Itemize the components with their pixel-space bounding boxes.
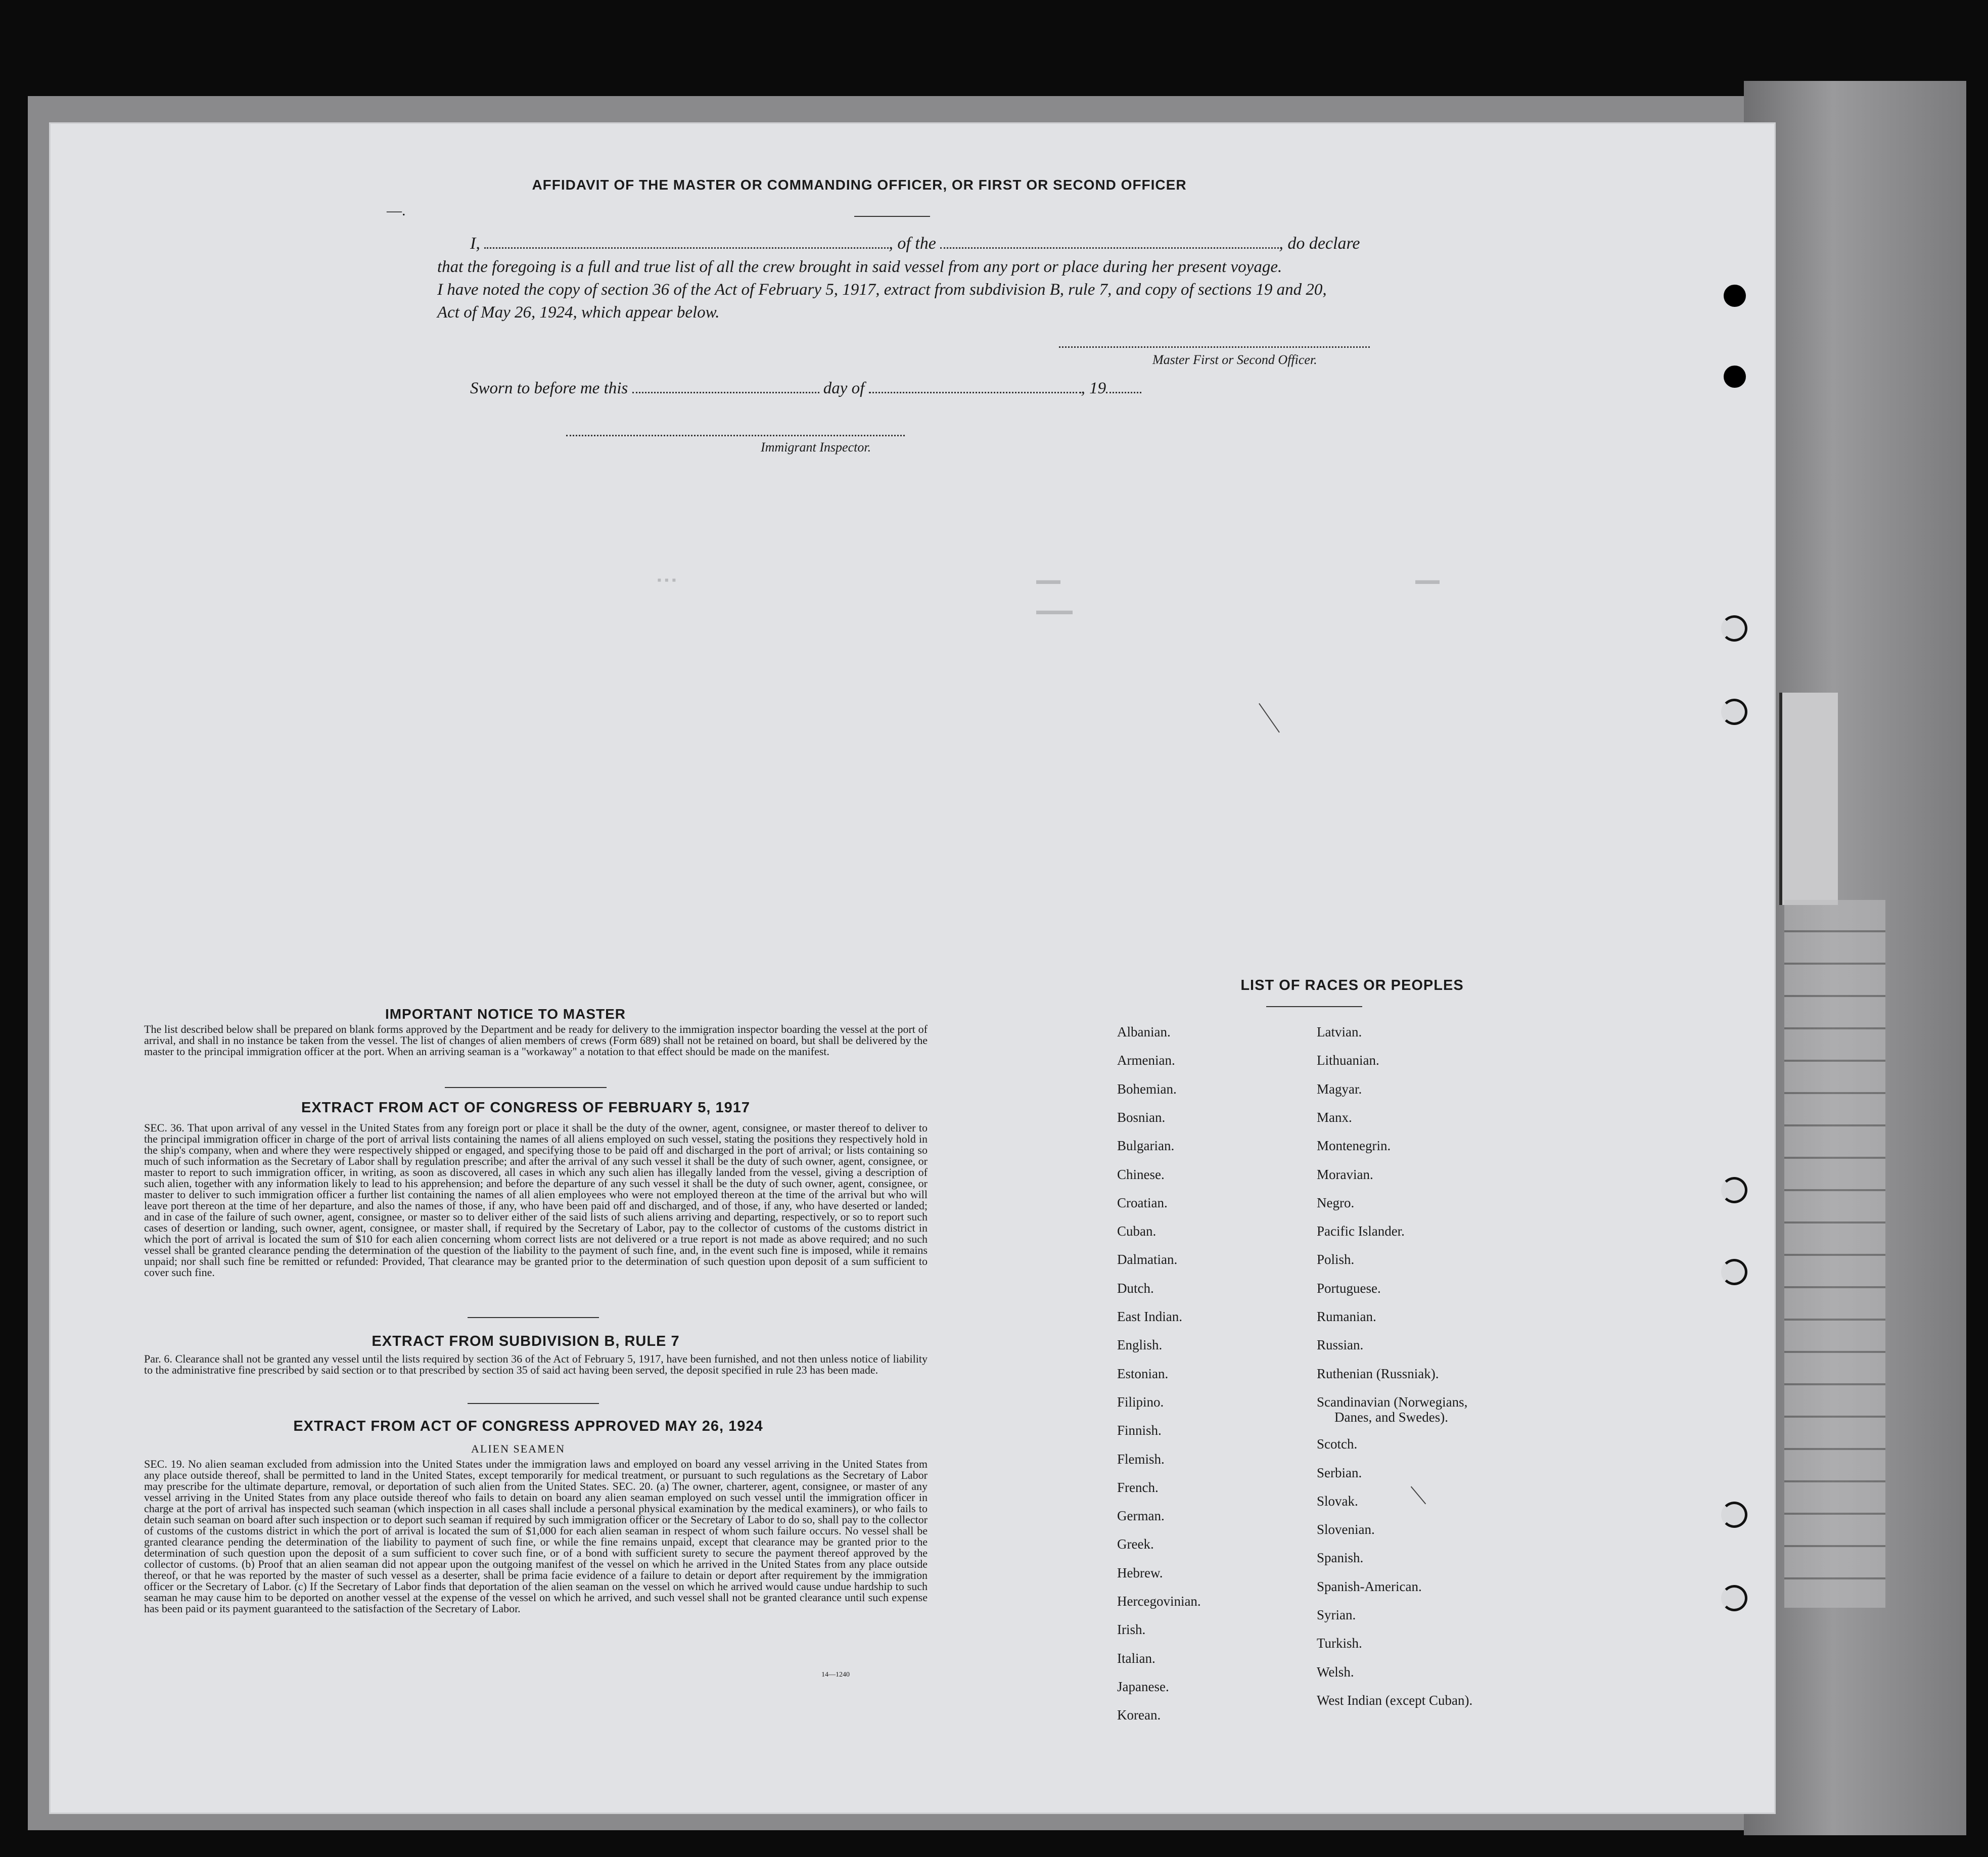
affidavit-title: AFFIDAVIT OF THE MASTER OR COMMANDING OFFICER, OR FIRST OR SECOND OFFICER [532,177,1187,193]
notice-body: The list described below shall be prepared on blank forms approved by the Department and be ready for delivery to the immigration inspector boarding the vessel at the port of arrival, and shall in no instance be taken from the vessel. The list of changes of alien members of crews (Form 689) shall not be retained on board, but shall be delivered by the master to the principal immigration officer at the port. When an arriving seaman is a "workaway" a notation to that effect should be made on the manifest. [144,1023,928,1058]
subdivision-b-body: Par. 6. Clearance shall not be granted any vessel until the lists required by section 36 of the Act of February 5, 1917, have been furnished, and not then unless notice of liability to the administrative fine prescribed by said section or to that prescribed by section 35 of said act having been served, the deposit specified in rule 23 has been made. [144,1352,928,1376]
bleed-through-mark: ▬▬ [1036,574,1060,587]
race-item: Dutch. [1117,1280,1154,1296]
race-item: Russian. [1317,1337,1364,1353]
race-item: Albanian. [1117,1024,1171,1039]
bleed-through-mark: ▬▬▬ [1036,604,1073,617]
race-item: German. [1117,1508,1165,1524]
affidavit-line-2: that the foregoing is a full and true list of all the crew brought in said vessel from any port or place during her present voyage. [437,258,1282,276]
races-title: LIST OF RACES OR PEOPLES [1240,977,1464,993]
extract-1917-body: SEC. 36. That upon arrival of any vessel in the United States from any foreign port or place it shall be the duty of the owner, agent, consignee, or master thereof to deliver to the principal immigration officer in charge of the port of arrival lists containing the names of all aliens employed on such vessel, stating the positions they respectively hold in the ship's company, when and where they were respectively shipped or engaged, and specifying those to be paid off and discharged in the port of arrival; or lists containing so much of such information as the Secretary of Labor shall by regulation prescribe; and after the arrival of any such vessel it shall be the duty of such owner, agent, consignee, or master to report to such immigration officer, in writing, as soon as discovered, all cases in which any such alien has illegally landed from the vessel, giving a description of such alien, together with any information likely to lead to his apprehension; and before the departure of any such vessel it shall be the duty of such owner, agent, consignee, or master to deliver to such immigration officer a further list containing the names of all alien employees who were not employed thereon at the time of the arrival but who will leave port thereon at the time of her departure, and also the names of those, if any, who have been paid off and discharged, and of those, if any, who have deserted or landed; and in case of the failure of such owner, agent, consignee, or master so to deliver either of the said lists of such aliens arriving and departing, respectively, or so to report such cases of desertion or landing, such owner, agent, consignee, or master shall, if required by the Secretary of Labor, pay to the collector of customs of the customs district in which the port of arrival is located the sum of $10 for each alien concerning whom correct lists are not delivered or a true report is not made as above required; and no such vessel shall be granted clearance pending the determination of the question of the liability to the payment of such fine, and, in the event such fine is imposed, while it remains unpaid; nor shall such fine be remitted or refunded: Provided, That clearance may be granted prior to the determination of such question upon deposit of a sum sufficient to cover such fine. [144,1121,928,1279]
race-item: Hebrew. [1117,1565,1163,1580]
race-item: Chinese. [1117,1166,1165,1182]
sworn-line [470,379,1141,398]
i-label: I, [470,234,480,253]
race-item: Armenian. [1117,1053,1175,1068]
race-item: Flemish. [1117,1451,1165,1467]
form-number: 14—1240 [821,1671,850,1679]
race-item: English. [1117,1337,1163,1353]
races-title-rule [1266,1006,1362,1007]
of-the-label: , of the [889,234,936,253]
stray-mark: —. [387,202,406,219]
race-item: Pacific Islander. [1317,1224,1405,1239]
race-item: Bulgarian. [1117,1138,1175,1154]
affidavit-line-1 [470,234,1456,253]
section-rule [468,1317,599,1318]
binder-ring [1721,1259,1747,1285]
race-item: Polish. [1317,1252,1355,1267]
extract-1924-subtitle: ALIEN SEAMEN [471,1442,565,1455]
race-item: Dalmatian. [1117,1252,1178,1267]
year-label: , 19 [1081,379,1106,397]
vessel-blank[interactable] [940,247,1279,249]
race-item: Estonian. [1117,1366,1169,1381]
underlying-sheet [1779,693,1838,905]
section-rule [445,1087,607,1088]
signature-caption: Master First or Second Officer. [1152,352,1317,367]
race-item: West Indian (except Cuban). [1317,1692,1473,1708]
race-item: Spanish. [1317,1550,1364,1566]
binder-ring [1721,1177,1747,1203]
sworn-label: Sworn to before me this [470,379,628,397]
race-item: Scotch. [1317,1436,1358,1452]
race-item: Danes, and Swedes). [1334,1409,1448,1425]
race-item: Moravian. [1317,1166,1373,1182]
inspector-blank[interactable] [566,435,905,436]
binder-hole [1724,366,1746,388]
binder-ring [1721,615,1747,642]
race-item: Negro. [1317,1195,1355,1210]
race-item: Hercegovinian. [1117,1594,1201,1609]
race-item: Irish. [1117,1622,1146,1638]
race-item: Finnish. [1117,1423,1162,1438]
day-blank[interactable] [632,392,819,393]
name-blank[interactable] [484,247,889,249]
inspector-caption: Immigrant Inspector. [761,440,871,455]
binder-ring [1721,699,1747,725]
race-item: Korean. [1117,1707,1161,1723]
race-item: Greek. [1117,1536,1154,1552]
signature-blank[interactable] [1059,346,1370,348]
race-item: Rumanian. [1317,1309,1376,1324]
binder-hole [1724,285,1746,307]
extract-1917-title: EXTRACT FROM ACT OF CONGRESS OF FEBRUARY 5, 1917 [301,1100,751,1116]
race-item: Italian. [1117,1650,1155,1666]
affidavit-line-4: Act of May 26, 1924, which appear below. [437,303,720,322]
year-blank[interactable] [1106,392,1141,393]
subdivision-b-title: EXTRACT FROM SUBDIVISION B, RULE 7 [372,1333,680,1349]
race-item: Latvian. [1317,1024,1362,1039]
race-item: Cuban. [1117,1224,1157,1239]
race-item: Filipino. [1117,1394,1164,1410]
race-item: Croatian. [1117,1195,1168,1210]
race-item: Magyar. [1317,1081,1362,1097]
race-item: Serbian. [1317,1465,1362,1480]
race-item: East Indian. [1117,1309,1182,1324]
race-item: Spanish-American. [1317,1578,1422,1594]
stray-mark [1259,703,1280,733]
race-item: Portuguese. [1317,1280,1381,1296]
form-page [51,124,1774,1813]
binder-ring [1721,1502,1747,1528]
race-item: French. [1117,1479,1159,1495]
race-item: Bohemian. [1117,1081,1177,1097]
day-of-label: day of [823,379,865,397]
race-item: Turkish. [1317,1636,1362,1651]
bleed-through-mark: ▬▬ [1415,574,1440,587]
binder-ring [1721,1585,1747,1611]
race-item: Manx. [1317,1109,1352,1125]
race-item: Slovak. [1317,1493,1358,1509]
title-rule [854,216,930,217]
race-item: Montenegrin. [1317,1138,1391,1154]
race-item: Welsh. [1317,1664,1354,1680]
month-blank[interactable] [869,392,1081,393]
race-item: Bosnian. [1117,1109,1166,1125]
bleed-through-mark: ▪ ▪ ▪ [657,574,676,587]
race-item: Ruthenian (Russniak). [1317,1366,1439,1381]
race-item: Syrian. [1317,1607,1356,1622]
extract-1924-title: EXTRACT FROM ACT OF CONGRESS APPROVED MAY 26, 1924 [293,1418,763,1434]
underlying-ruled-sheet [1784,900,1885,1608]
do-declare-label: , do declare [1279,234,1360,253]
section-rule [468,1403,599,1404]
race-item: Lithuanian. [1317,1053,1379,1068]
notice-title: IMPORTANT NOTICE TO MASTER [385,1006,626,1022]
race-item: Japanese. [1117,1679,1169,1694]
extract-1924-body: SEC. 19. No alien seaman excluded from admission into the United States under the immigration laws and employed on board any vessel arriving in the United States from any place outside thereof, shall be permitted to land in the United States, except temporarily for medical treatment, or pursuant to such regulations as the Secretary of Labor may prescribe for the ultimate departure, removal, or deportation of such alien from the United States. SEC. 20. (a) The owner, charterer, agent, consignee, or master of any vessel arriving in the United States from any place outside thereof who fails to detain on board any alien seaman employed on such vessel until the immigration officer in charge at the port of arrival has inspected such seaman (which inspection in all cases shall include a personal physical examination by the medical examiners), or who fails to detain such seaman on board after such inspection or to deport such seaman if required by such immigration officer or the Secretary of Labor to do so, shall pay to the collector of customs of the customs district in which the port of arrival is located the sum of $1,000 for each alien seaman in respect of whom such failure occurs. No vessel shall be granted clearance pending the determination of the liability to payment of such fine, or while the fine remains unpaid, except that clearance may be granted prior to the determination of such question upon the deposit of a sum sufficient to cover such fine, or of a bond with sufficient surety to secure the payment thereof approved by the collector of customs. (b) Proof that an alien seaman did not appear upon the outgoing manifest of the vessel on which he arrived in the United States from any place outside thereof, or that he was reported by the master of such vessel as a deserter, shall be prima facie evidence of a failure to detain or deport after requirement by the immigration officer or the Secretary of Labor. (c) If the Secretary of Labor finds that deportation of the alien seaman on the vessel on which he arrived would cause undue hardship to such seaman he may cause him to be deported on another vessel at the expense of the vessel on which he arrived, and such vessel shall not be granted clearance until such expense has been paid or its payment guaranteed to the satisfaction of the Secretary of Labor. [144,1458,928,1615]
race-item: Scandinavian (Norwegians, [1317,1394,1468,1410]
affidavit-line-3: I have noted the copy of section 36 of the Act of February 5, 1917, extract from subdivision B, rule 7, and copy of sections 19 and 20, [437,281,1327,299]
race-item: Slovenian. [1317,1522,1375,1537]
stray-mark [1411,1486,1426,1505]
